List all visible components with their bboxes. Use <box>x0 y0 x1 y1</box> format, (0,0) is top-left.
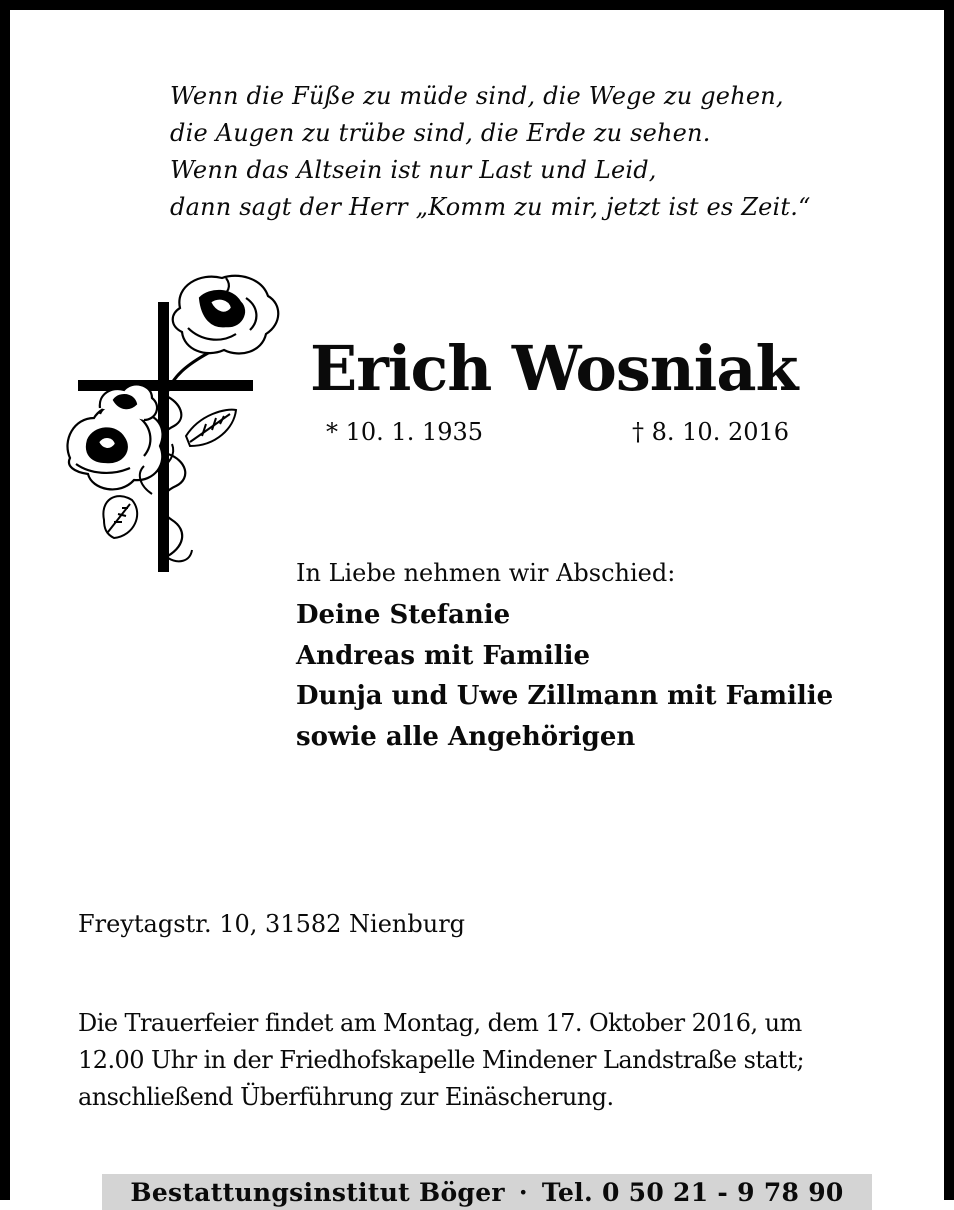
service-info <box>78 1005 804 1116</box>
service-line: anschließend Überführung zur Einäscherung. <box>78 1083 614 1111</box>
funeral-home-footer <box>102 1174 872 1210</box>
death-date: † 8. 10. 2016 <box>632 418 790 446</box>
funeral-home-name: Bestattungsinstitut Böger <box>130 1177 505 1207</box>
footer-separator: · <box>518 1177 528 1207</box>
mourner: Dunja und Uwe Zillmann mit Familie <box>296 681 834 711</box>
mourner: Andreas mit Familie <box>296 640 591 671</box>
farewell-intro: In Liebe nehmen wir Abschied: <box>296 559 676 587</box>
deceased-name: Erich Wosniak <box>310 332 798 405</box>
address: Freytagstr. 10, 31582 Nienburg <box>78 910 466 938</box>
poem-line: Wenn das Altsein ist nur Last und Leid, <box>170 156 657 184</box>
service-line: 12.00 Uhr in der Friedhofskapelle Mindener Landstraße statt; <box>78 1046 804 1074</box>
mourner: Deine Stefanie <box>296 600 511 630</box>
poem-line: dann sagt der Herr „Komm zu mir, jetzt ist es Zeit.“ <box>170 193 811 221</box>
service-line: Die Trauerfeier findet am Montag, dem 17. Oktober 2016, um <box>78 1009 802 1037</box>
funeral-home-phone: Tel. 0 50 21 - 9 78 90 <box>541 1177 844 1207</box>
birth-date: * 10. 1. 1935 <box>326 418 484 446</box>
cross-with-roses-icon <box>60 268 290 578</box>
mourners-list <box>296 595 833 757</box>
mourner: sowie alle Angehörigen <box>296 721 636 752</box>
poem-line: Wenn die Füße zu müde sind, die Wege zu gehen, <box>170 82 784 110</box>
poem-line: die Augen zu trübe sind, die Erde zu sehen. <box>170 119 711 147</box>
poem <box>170 78 811 226</box>
